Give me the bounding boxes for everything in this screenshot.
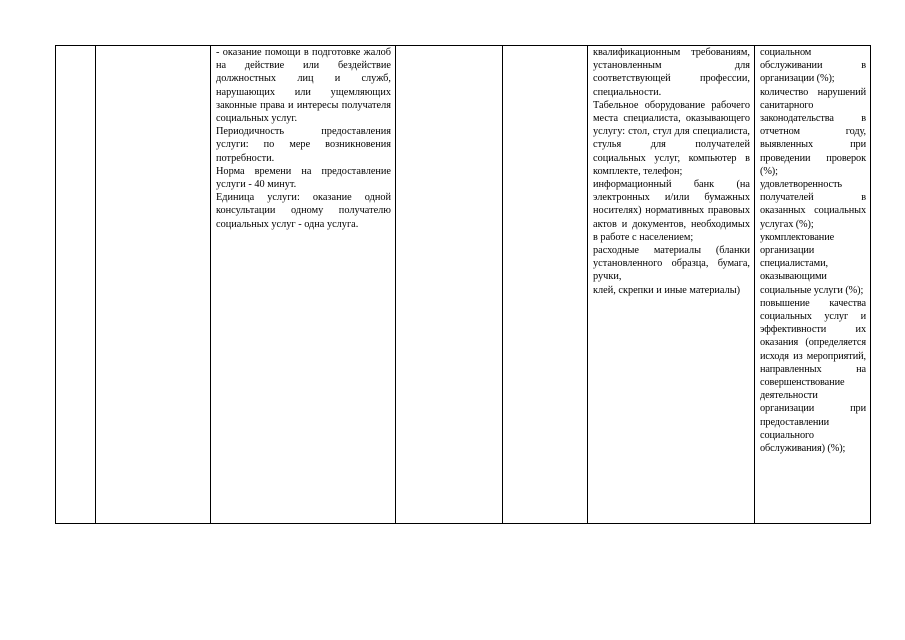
table-cell-conditions	[588, 46, 755, 524]
table-row	[56, 46, 871, 524]
table-cell-deadline	[396, 46, 503, 524]
description-paragraph: Единица услуги: оказание одной консультации одному получателю социальных услуг - одна услуга.	[216, 192, 391, 230]
table-cell-service-description	[211, 46, 396, 524]
conditions-paragraph: расходные материалы (бланки установленного образца, бумага, ручки,	[593, 245, 750, 283]
indicator-paragraph: социальном обслуживании в организации (%);	[760, 47, 866, 85]
service-standard-table	[55, 45, 871, 524]
indicator-paragraph: укомплектование организации специалистами, оказывающими социальные услуги (%);	[760, 231, 864, 296]
description-paragraph: - оказание помощи в подготовке жалоб на действие или бездействие должностных лиц и служб, нарушающих или ущемляющих законные права и интересы получателя социальных услуг.	[216, 47, 391, 125]
description-paragraph: Периодичность предоставления услуги: по мере возникновения потребности.	[216, 126, 391, 164]
table-cell-quality-indicators	[755, 46, 871, 524]
conditions-paragraph: квалификационным требованиям, установленным для соответствующей профессии, специальности.	[593, 47, 750, 98]
indicator-paragraph: повышение качества социальных услуг и эффективности их оказания (определяется исходя из мероприятий, направленных на совершенствование деятельности организации при предоставлении социального обслуживания) (%);	[760, 297, 866, 455]
description-paragraph: Норма времени на предоставление услуги - 40 минут.	[216, 165, 391, 191]
conditions-paragraph: Табельное оборудование рабочего места специалиста, оказывающего услугу: стол, стул для специалиста, стулья для получателей социальных услуг, компьютер в комплекте, телефон;	[593, 99, 750, 177]
table-cell-number	[56, 46, 96, 524]
conditions-paragraph: информационный банк (на электронных и/или бумажных носителях) нормативных правовых актов и документов, необходимых в работе с населением;	[593, 179, 750, 243]
indicator-paragraph: количество нарушений санитарного законодательства в отчетном году, выявленных при проведении проверок (%);	[760, 86, 866, 177]
indicator-paragraph: удовлетворенность получателей в оказанных социальных услугах (%);	[760, 179, 866, 230]
table-cell-service-name	[96, 46, 211, 524]
conditions-paragraph: клей, скрепки и иные материалы)	[593, 284, 741, 296]
table-cell-tariff	[503, 46, 588, 524]
